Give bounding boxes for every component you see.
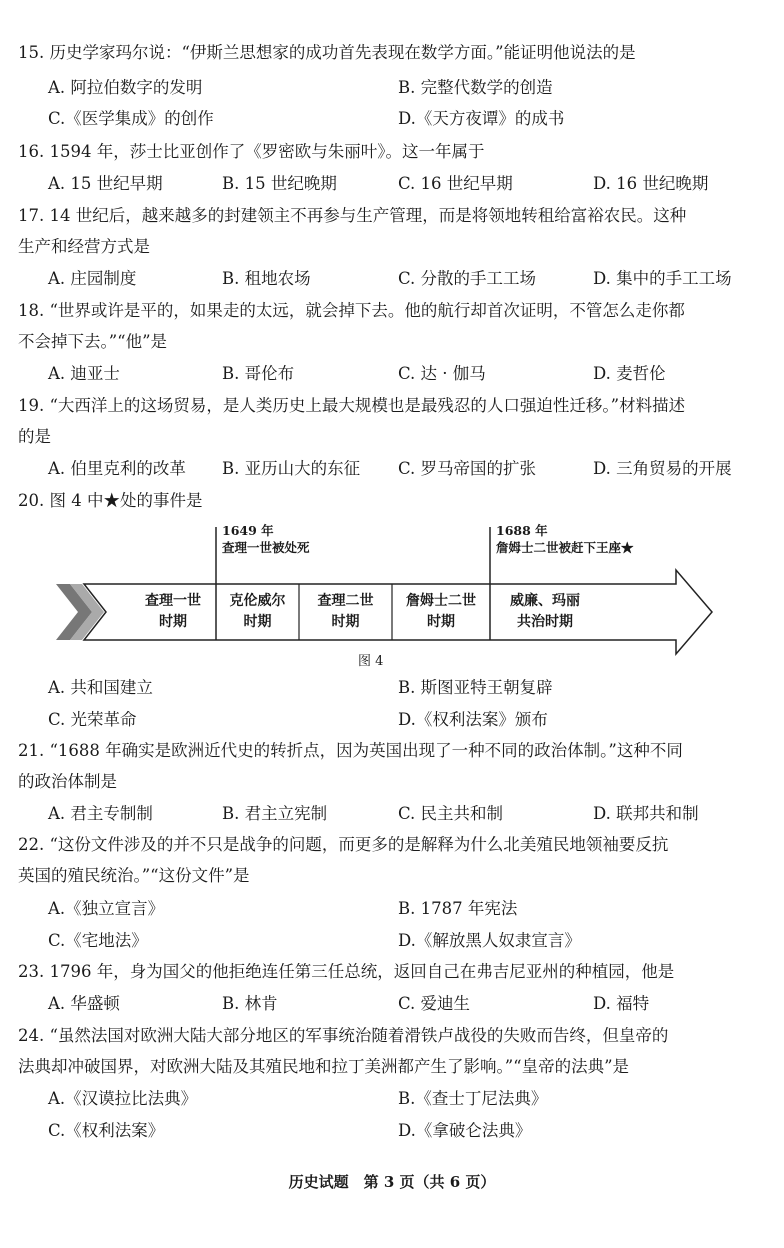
question-24-stem-cont: 法典却冲破国界，对欧洲大陆及其殖民地和拉丁美洲都产生了影响。”“皇帝的法典”是: [18, 1057, 630, 1076]
period-james-ii: 詹姆士二世 时期: [406, 593, 476, 630]
question-17-stem: 17. 14 世纪后，越来越多的封建领主不再参与生产管理，而是将领地转租给富裕农民。这种: [18, 206, 687, 225]
q18-option-c: C. 达 · 伽马: [398, 364, 486, 383]
question-16-stem: 16. 1594 年，莎士比亚创作了《罗密欧与朱丽叶》。这一年属于: [18, 142, 485, 161]
q16-option-a: A. 15 世纪早期: [48, 174, 163, 193]
q19-option-a: A. 伯里克利的改革: [48, 459, 186, 478]
q21-option-a: A. 君主专制制: [48, 804, 153, 823]
q19-option-b: B. 亚历山大的东征: [222, 459, 361, 478]
question-18-stem-cont: 不会掉下去。”“他”是: [18, 332, 168, 351]
q24-option-b: B.《查士丁尼法典》: [398, 1089, 548, 1108]
period-william-mary: 威廉、玛丽 共治时期: [510, 593, 580, 630]
note-1649: 1649 年 查理一世被处死: [222, 523, 310, 555]
q20-option-b: B. 斯图亚特王朝复辟: [398, 678, 553, 697]
period-charles-i: 查理一世 时期: [145, 593, 201, 630]
q23-option-c: C. 爱迪生: [398, 994, 471, 1013]
q22-option-a: A.《独立宣言》: [48, 899, 165, 918]
question-20-stem: 20. 图 4 中★处的事件是: [18, 491, 203, 510]
question-24-stem: 24. “虽然法国对欧洲大陆大部分地区的军事统治随着滑铁卢战役的失败而告终，但皇帝的: [18, 1026, 669, 1045]
q20-option-d: D.《权利法案》颁布: [398, 710, 548, 729]
question-21-stem: 21. “1688 年确实是欧洲近代史的转折点，因为英国出现了一种不同的政治体制。”这种不同: [18, 741, 683, 760]
question-18-stem: 18. “世界或许是平的，如果走的太远，就会掉下去。他的航行却首次证明，不管怎么走你都: [18, 301, 685, 320]
q21-option-c: C. 民主共和制: [398, 804, 504, 823]
question-15-stem: 15. 历史学家玛尔说：“伊斯兰思想家的成功首先表现在数学方面。”能证明他说法的是: [18, 43, 636, 62]
q22-option-c: C.《宅地法》: [48, 931, 148, 950]
q16-option-c: C. 16 世纪早期: [398, 174, 513, 193]
q17-option-c: C. 分散的手工工场: [398, 269, 537, 288]
q23-option-a: A. 华盛顿: [48, 994, 120, 1013]
q15-option-c: C.《医学集成》的创作: [48, 109, 214, 128]
q15-option-b: B. 完整代数学的创造: [398, 78, 553, 97]
q21-option-d: D. 联邦共和制: [593, 804, 699, 823]
question-19-stem: 19. “大西洋上的这场贸易，是人类历史上最大规模也是最残忍的人口强迫性迁移。”材料描述: [18, 396, 686, 415]
period-cromwell: 克伦威尔 时期: [229, 593, 286, 630]
q17-option-a: A. 庄园制度: [48, 269, 137, 288]
q16-option-b: B. 15 世纪晚期: [222, 174, 337, 193]
period-charles-ii: 查理二世 时期: [317, 593, 374, 630]
q18-option-d: D. 麦哲伦: [593, 364, 666, 383]
q24-option-c: C.《权利法案》: [48, 1121, 165, 1140]
question-22-stem: 22. “这份文件涉及的并不只是战争的问题，而更多的是解释为什么北美殖民地领袖要反抗: [18, 835, 669, 854]
q19-option-d: D. 三角贸易的开展: [593, 459, 732, 478]
q20-option-c: C. 光荣革命: [48, 710, 137, 729]
q22-option-b: B. 1787 年宪法: [398, 899, 518, 918]
q17-option-d: D. 集中的手工工场: [593, 269, 732, 288]
q22-option-d: D.《解放黑人奴隶宣言》: [398, 931, 581, 950]
question-21-stem-cont: 的政治体制是: [18, 772, 117, 791]
question-17-stem-cont: 生产和经营方式是: [18, 237, 150, 256]
q16-option-d: D. 16 世纪晚期: [593, 174, 709, 193]
q15-option-a: A. 阿拉伯数字的发明: [48, 78, 203, 97]
q21-option-b: B. 君主立宪制: [222, 804, 328, 823]
q24-option-d: D.《拿破仑法典》: [398, 1121, 532, 1140]
q19-option-c: C. 罗马帝国的扩张: [398, 459, 537, 478]
question-23-stem: 23. 1796 年，身为国父的他拒绝连任第三任总统，返回自己在弗吉尼亚州的种植园，他是: [18, 962, 675, 981]
q15-option-d: D.《天方夜谭》的成书: [398, 109, 565, 128]
q18-option-a: A. 迪亚士: [48, 364, 120, 383]
q20-option-a: A. 共和国建立: [48, 678, 153, 697]
q23-option-b: B. 林肯: [222, 994, 278, 1013]
figure-caption: 图 4: [358, 654, 384, 669]
note-1688: 1688 年 詹姆士二世被赶下王座★: [496, 523, 634, 555]
question-19-stem-cont: 的是: [18, 427, 51, 446]
figure-4-timeline: [56, 512, 716, 662]
page-footer: 历史试题 第 3 页（共 6 页）: [288, 1173, 496, 1191]
q18-option-b: B. 哥伦布: [222, 364, 295, 383]
q17-option-b: B. 租地农场: [222, 269, 311, 288]
question-22-stem-cont: 英国的殖民统治。”“这份文件”是: [18, 866, 250, 885]
q24-option-a: A.《汉谟拉比法典》: [48, 1089, 198, 1108]
q23-option-d: D. 福特: [593, 994, 650, 1013]
